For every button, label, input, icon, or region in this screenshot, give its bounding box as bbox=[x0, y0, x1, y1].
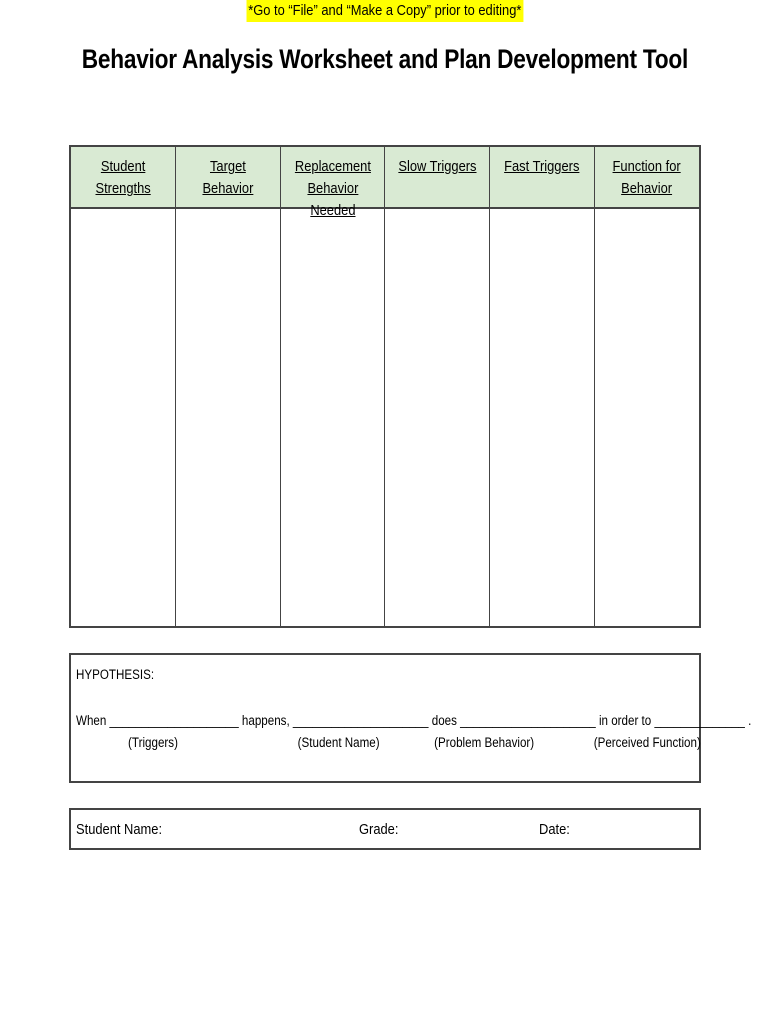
student-info-row bbox=[69, 808, 701, 850]
caption-student-name: (Student Name) bbox=[297, 735, 380, 750]
header-function: Function for Behavior bbox=[612, 158, 682, 197]
column-header bbox=[595, 147, 699, 209]
column-header bbox=[385, 147, 489, 209]
column-header bbox=[71, 147, 175, 209]
hypothesis-sentence: When ____________________ happens, _____________________ does _____________________ in order to ______________ . bbox=[76, 713, 752, 728]
copy-notice-text: *Go to “File” and “Make a Copy” prior to editing* bbox=[247, 0, 524, 22]
hypothesis-label: HYPOTHESIS: bbox=[76, 667, 155, 682]
column-replacement-behavior bbox=[281, 147, 386, 626]
cell-student-strengths[interactable] bbox=[71, 209, 175, 626]
cell-fast-triggers[interactable] bbox=[490, 209, 594, 626]
header-target-behavior: Target Behavior bbox=[202, 158, 254, 197]
hypothesis-box[interactable] bbox=[69, 653, 752, 783]
column-header bbox=[176, 147, 280, 209]
cell-replacement-behavior[interactable] bbox=[281, 209, 385, 626]
date-label[interactable]: Date: bbox=[539, 821, 570, 838]
cell-slow-triggers[interactable] bbox=[385, 209, 489, 626]
column-header bbox=[281, 147, 385, 219]
header-fast-triggers: Fast Triggers bbox=[504, 158, 580, 175]
column-fast-triggers bbox=[490, 147, 595, 626]
cell-target-behavior[interactable] bbox=[176, 209, 280, 626]
caption-triggers: (Triggers) bbox=[128, 735, 178, 750]
cell-function[interactable] bbox=[595, 209, 699, 626]
column-target-behavior bbox=[176, 147, 281, 626]
caption-perceived-function: (Perceived Function) bbox=[593, 735, 701, 750]
page-title bbox=[0, 44, 770, 75]
caption-problem-behavior: (Problem Behavior) bbox=[434, 735, 535, 750]
header-student-strengths: Student Strengths bbox=[95, 158, 151, 197]
grade-label[interactable]: Grade: bbox=[359, 821, 399, 838]
column-header bbox=[490, 147, 594, 209]
header-replacement-behavior: Replacement Behavior Needed bbox=[294, 158, 371, 219]
column-function bbox=[595, 147, 699, 626]
header-slow-triggers: Slow Triggers bbox=[398, 158, 477, 175]
worksheet-table bbox=[69, 145, 701, 628]
copy-notice bbox=[0, 0, 770, 22]
page-title-text: Behavior Analysis Worksheet and Plan Development Tool bbox=[81, 44, 689, 74]
column-student-strengths bbox=[71, 147, 176, 626]
student-name-label[interactable]: Student Name: bbox=[76, 821, 163, 838]
column-slow-triggers bbox=[385, 147, 490, 626]
